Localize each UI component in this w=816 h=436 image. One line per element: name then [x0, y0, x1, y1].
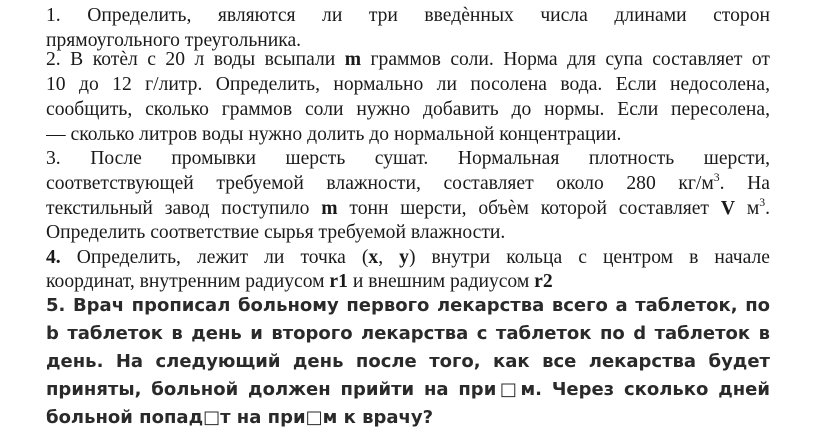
task3-text: м: [734, 198, 760, 219]
variable-m: m: [344, 49, 362, 70]
task5-line1: 5. Врач прописал больному первого лекарства всего a таблеток, по: [46, 295, 770, 316]
task4-text: и внешним радиусом: [347, 271, 535, 292]
task4-text: координат, внутренним радиусом: [46, 271, 330, 292]
task5-line4: приняты, больной должен прийти на при□м. Через сколько дней: [46, 379, 770, 400]
variable-m: m: [321, 198, 338, 219]
task4-line1: [46, 245, 770, 270]
task3-text: соответствующей требуемой влажности, составляет около 280 кг/м: [46, 173, 714, 194]
task3-line3: [46, 196, 770, 221]
variable-v: V: [720, 198, 735, 219]
task2-line3: сообщить, сколько граммов соли нужно добавить до нормы. Если пересолена,: [46, 99, 770, 120]
task3-text: тонн шерсти, объѐм которой составляет: [337, 198, 721, 219]
task3-text: текстильный завод поступило: [46, 198, 322, 219]
task4-line2: [46, 269, 770, 294]
task2-line2: 10 до 12 г/литр. Определить, нормально ли посолена вода. Если недосолена,: [46, 74, 770, 95]
task2-line1: [46, 47, 770, 72]
task1-line2: прямоугольного треугольника.: [46, 30, 302, 51]
task2-line4: — сколько литров воды нужно долить до нормальной концентрации.: [46, 124, 622, 145]
task3-line4: Определить соответствие сырья требуемой влажности.: [46, 222, 506, 243]
task4-text: ) внутри кольца с центром в начале: [408, 247, 770, 268]
task3-line1: 3. После промывки шерсть сушат. Нормальная плотность шерсти,: [46, 148, 770, 169]
task5-line5: больной попад□т на при□м к врачу?: [46, 407, 434, 428]
superscript: 3: [713, 171, 720, 184]
task4-text: Определить, лежит ли точка (: [60, 247, 369, 268]
variable-r2: r2: [534, 271, 553, 292]
task5-line3: день. На следующий день после того, как все лекарства будет: [46, 351, 770, 372]
variable-r1: r1: [329, 271, 348, 292]
task3-text: .: [765, 198, 770, 219]
task3-text: . На: [719, 173, 770, 194]
task5-line2: b таблеток в день и второго лекарства с таблеток по d таблеток в: [46, 323, 770, 344]
variable-y: y: [399, 247, 409, 268]
variable-x: x: [368, 247, 379, 268]
task4-number: 4.: [46, 247, 61, 268]
task1-line1: 1. Определить, являются ли три введѐнных числа длинами сторон: [46, 5, 770, 26]
task4-text: ,: [378, 247, 400, 268]
task3-line2: [46, 171, 770, 196]
task2-text: граммов соли. Норма для супа составляет от: [361, 49, 770, 70]
task2-text: 2. В котѐл с 20 л воды всыпали: [46, 49, 345, 70]
superscript: 3: [759, 196, 766, 209]
